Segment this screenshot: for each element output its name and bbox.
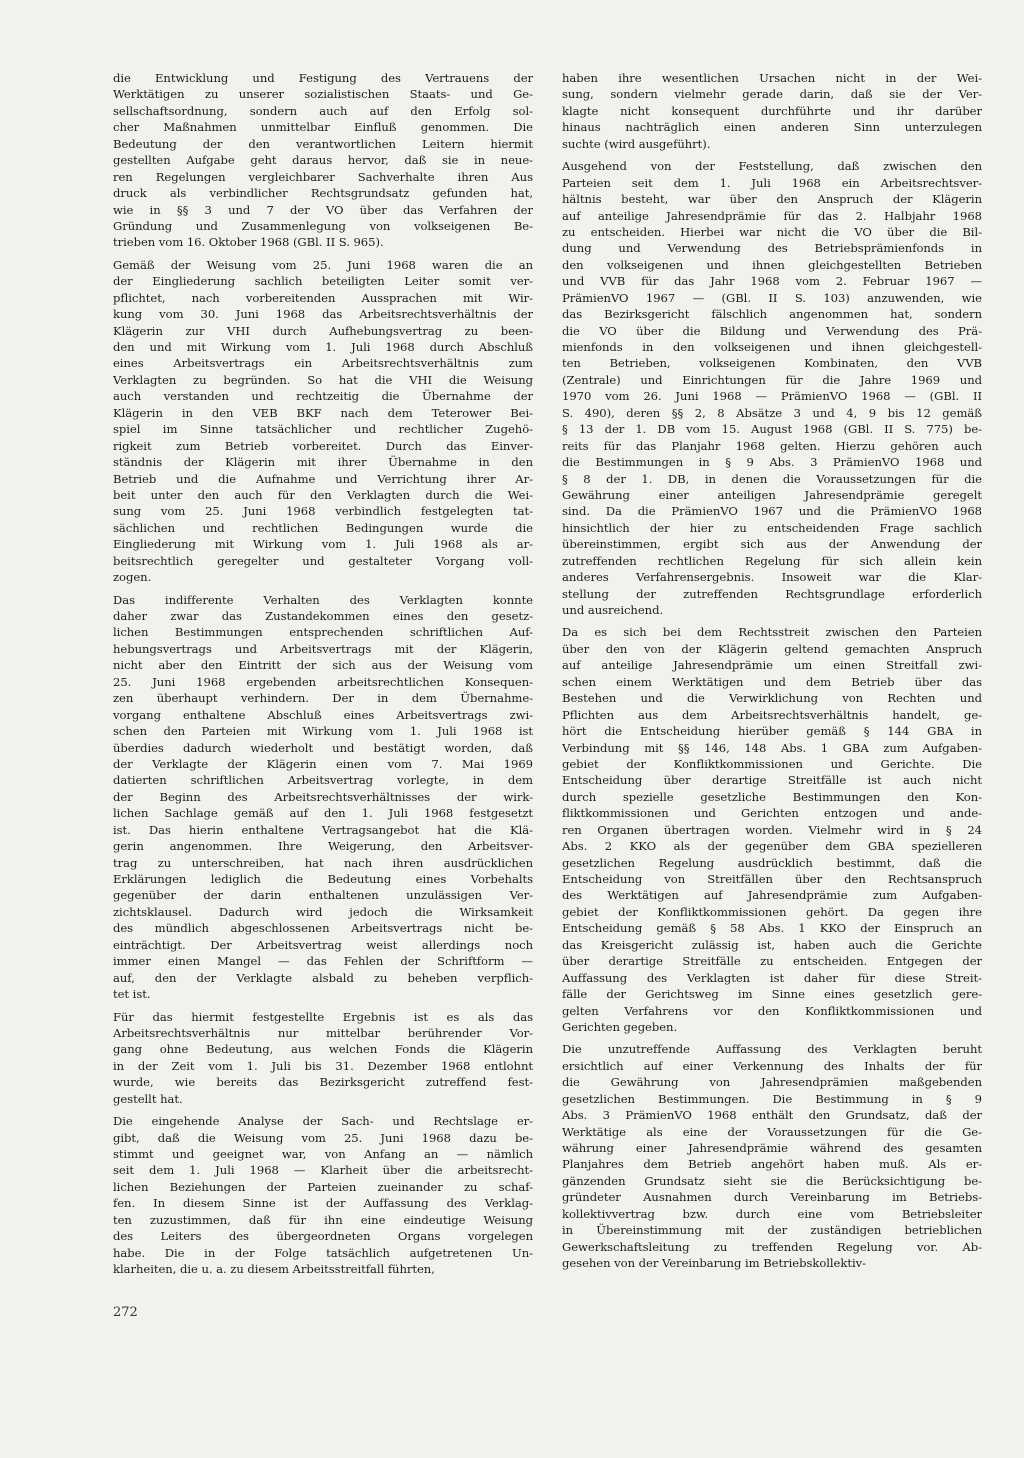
text-line: mienfonds in den volkseigenen und ihnen gleichgestell- xyxy=(562,340,982,354)
text-line: und ausreichend. xyxy=(562,603,664,617)
text-line: pflichtet, nach vorbereitenden Aussprachen mit Wir- xyxy=(113,290,533,305)
text-line: klarheiten, die u. a. zu diesem Arbeitsstreitfall führten, xyxy=(113,1262,435,1277)
text-line: ersichtlich auf einer Verkennung des Inhalts der für xyxy=(562,1058,982,1073)
paragraph xyxy=(113,70,533,251)
text-line: beit unter den auch für den Verklagten durch die Wei- xyxy=(113,487,533,502)
text-line: Ausgehend von der Feststellung, daß zwischen den xyxy=(562,159,982,174)
text-line: beitsrechtlich geregelter und gestalteter Vorgang voll- xyxy=(113,553,533,568)
text-line: Abs. 3 PrämienVO 1968 enthält den Grundsatz, daß der xyxy=(562,1108,982,1123)
paragraph xyxy=(113,1009,533,1108)
text-line: Gemäß der Weisung vom 25. Juni 1968 waren die an xyxy=(113,257,533,272)
text-line: lichen Beziehungen der Parteien zueinander zu schaf- xyxy=(113,1179,533,1194)
text-line: die Gewährung von Jahresendprämien maßgebenden xyxy=(562,1075,982,1090)
text-line: des mündlich abgeschlossenen Arbeitsvertrags nicht be- xyxy=(113,921,533,936)
text-line: Arbeitsrechtsverhältnis nur mittelbar berührender Vor- xyxy=(113,1025,533,1040)
text-line: zichtsklausel. Dadurch wird jedoch die Wirksamkeit xyxy=(113,904,533,919)
text-line: S. 490), deren §§ 2, 8 Absätze 3 und 4, 9 bis 12 gemäß xyxy=(562,405,982,420)
text-line: lichen Sachlage gemäß auf den 1. Juli 1968 festgesetzt xyxy=(113,806,533,821)
right-column xyxy=(562,70,982,1278)
text-line: trag zu unterschreiben, hat nach ihren ausdrücklichen xyxy=(113,855,533,870)
text-line: übereinstimmen, ergibt sich aus der Anwendung der xyxy=(562,537,982,552)
text-line: Gerichten gegeben. xyxy=(562,1019,678,1034)
text-line: der Verklagte der Klägerin einen vom 7. Mai 1969 xyxy=(113,756,533,771)
text-line: wurde, wie bereits das Bezirksgericht zutreffend fest- xyxy=(113,1075,533,1090)
text-line: des Werktätigen auf Jahresendprämie zum Aufgaben- xyxy=(562,888,982,903)
text-line: rigkeit zum Betrieb vorbereitet. Durch das Einver- xyxy=(113,438,533,453)
text-line: zogen. xyxy=(113,570,152,585)
text-line: reits für das Planjahr 1968 gelten. Hierzu gehören auch xyxy=(562,438,982,453)
text-line: Gründung und Zusammenlegung von volkseigenen Be- xyxy=(113,218,533,233)
text-line: in der Zeit vom 1. Juli bis 31. Dezember 1968 entlohnt xyxy=(113,1058,533,1073)
text-line: gesetzlichen Regelung ausdrücklich bestimmt, daß die xyxy=(562,855,982,870)
text-line: hinsichtlich der hier zu entscheidenden Frage sachlich xyxy=(562,520,982,535)
text-line: sellschaftsordnung, sondern auch auf den Erfolg sol- xyxy=(113,103,533,118)
text-line: in Übereinstimmung mit der zuständigen betrieblichen xyxy=(562,1223,982,1238)
text-line: ständnis der Klägerin mit ihrer Übernahme in den xyxy=(113,455,533,470)
text-line: ist. Das hierin enthaltene Vertragsangebot hat die Klä- xyxy=(113,822,533,837)
text-line: Gewährung einer anteiligen Jahresendprämie geregelt xyxy=(562,487,982,502)
text-line: gebiet der Konfliktkommissionen gehört. Da gegen ihre xyxy=(562,904,982,919)
text-line: sächlichen und rechtlichen Bedingungen wurde die xyxy=(113,520,533,535)
text-line: sung vom 25. Juni 1968 verbindlich festgelegten tat- xyxy=(113,504,533,519)
text-line: ren Regelungen vergleichbarer Sachverhalte ihren Aus xyxy=(113,169,533,184)
paragraph xyxy=(562,158,982,618)
text-line: die Bestimmungen in § 9 Abs. 3 PrämienVO 1968 und xyxy=(562,455,982,470)
text-line: Planjahres dem Betrieb angehört haben muß. Als er- xyxy=(562,1157,982,1172)
text-line: anderes Verfahrensergebnis. Insoweit war die Klar- xyxy=(562,570,982,585)
text-line: nicht aber den Eintritt der sich aus der Weisung vom xyxy=(113,658,533,673)
text-line: stellung der zutreffenden Rechtsgrundlage erforderlich xyxy=(562,586,982,601)
text-line: Auffassung des Verklagten ist daher für diese Streit- xyxy=(562,970,982,985)
page-number: 272 xyxy=(113,1305,138,1320)
text-line: druck als verbindlicher Rechtsgrundsatz gefunden hat, xyxy=(113,186,533,201)
text-line: PrämienVO 1967 — (GBl. II S. 103) anzuwenden, wie xyxy=(562,290,982,305)
text-line: Das indifferente Verhalten des Verklagten konnte xyxy=(113,592,533,607)
text-line: den und mit Wirkung vom 1. Juli 1968 durch Abschluß xyxy=(113,340,533,354)
text-line: kollektivvertrag bzw. durch eine vom Betriebsleiter xyxy=(562,1206,982,1221)
text-line: Eingliederung mit Wirkung vom 1. Juli 1968 als ar- xyxy=(113,537,533,552)
text-line: hebungsvertrags und Arbeitsvertrags mit der Klägerin, xyxy=(113,641,533,656)
text-line: auf anteilige Jahresendprämie für das 2. Halbjahr 1968 xyxy=(562,208,982,223)
text-line: zu entscheiden. Hierbei war nicht die VO über die Bil- xyxy=(562,224,982,239)
text-line: gelten Verfahrens vor den Konfliktkommissionen und xyxy=(562,1003,982,1018)
text-line: eines Arbeitsvertrags ein Arbeitsrechtsverhältnis zum xyxy=(113,356,533,371)
text-line: klagte nicht konsequent durchführte und ihr darüber xyxy=(562,103,982,118)
text-line: schen den Parteien mit Wirkung vom 1. Juli 1968 ist xyxy=(113,724,533,739)
text-line: Da es sich bei dem Rechtsstreit zwischen den Parteien xyxy=(562,625,982,640)
text-line: Entscheidung von Streitfällen über den Rechtsanspruch xyxy=(562,872,982,886)
text-line: gibt, daß die Weisung vom 25. Juni 1968 dazu be- xyxy=(113,1130,533,1145)
paragraph xyxy=(113,1113,533,1277)
text-line: gang ohne Bedeutung, aus welchen Fonds die Klägerin xyxy=(113,1042,533,1057)
text-line: haben ihre wesentlichen Ursachen nicht in der Wei- xyxy=(562,71,982,85)
text-line: die VO über die Bildung und Verwendung des Prä- xyxy=(562,323,982,338)
text-line: tet ist. xyxy=(113,987,151,1002)
text-line: der Beginn des Arbeitsrechtsverhältnisses der wirk- xyxy=(113,789,533,804)
text-line: Verbindung mit §§ 146, 148 Abs. 1 GBA zum Aufgaben- xyxy=(562,740,982,755)
text-line: gegenüber der darin enthaltenen unzulässigen Ver- xyxy=(113,888,533,903)
text-line: kung vom 30. Juni 1968 das Arbeitsrechtsverhältnis der xyxy=(113,307,533,322)
text-line: spiel im Sinne tatsächlicher und rechtlicher Zugehö- xyxy=(113,422,533,437)
text-line: seit dem 1. Juli 1968 — Klarheit über die arbeitsrecht- xyxy=(113,1163,533,1178)
text-line: gesetzlichen Bestimmungen. Die Bestimmung in § 9 xyxy=(562,1091,982,1106)
text-line: § 8 der 1. DB, in denen die Voraussetzungen für die xyxy=(562,471,982,486)
text-line: gründeter Ausnahmen durch Vereinbarung im Betriebs- xyxy=(562,1190,982,1205)
text-line: Die eingehende Analyse der Sach- und Rechtslage er- xyxy=(113,1114,533,1129)
text-line: über den von der Klägerin geltend gemachten Anspruch xyxy=(562,641,982,656)
text-line: fen. In diesem Sinne ist der Auffassung des Verklag- xyxy=(113,1196,533,1211)
text-line: immer einen Mangel — das Fehlen der Schriftform — xyxy=(113,954,533,969)
text-line: durch spezielle gesetzliche Bestimmungen den Kon- xyxy=(562,789,982,804)
text-line: fälle der Gerichtsweg im Sinne eines gesetzlich gere- xyxy=(562,987,982,1002)
text-line: sind. Da die PrämienVO 1967 und die PrämienVO 1968 xyxy=(562,504,982,519)
paragraph xyxy=(113,257,533,586)
text-line: Klägerin in den VEB BKF nach dem Teterower Bei- xyxy=(113,405,533,420)
text-line: zen überhaupt verhindern. Der in dem Übernahme- xyxy=(113,691,533,706)
text-line: auf, den der Verklagte alsbald zu beheben verpflich- xyxy=(113,970,533,985)
paragraph xyxy=(113,592,533,1003)
text-line: Erklärungen lediglich die Bedeutung eines Vorbehalts xyxy=(113,872,533,886)
text-line: 1970 vom 26. Juni 1968 — PrämienVO 1968 — (GBl. II xyxy=(562,389,982,404)
text-line: Bedeutung der den verantwortlichen Leitern hiermit xyxy=(113,136,533,151)
text-line: gesehen von der Vereinbarung im Betriebskollektiv- xyxy=(562,1256,866,1271)
text-line: Verklagten zu begründen. So hat die VHI die Weisung xyxy=(113,372,533,387)
text-line: schen einem Werktätigen und dem Betrieb über das xyxy=(562,674,982,689)
text-line: lichen Bestimmungen entsprechenden schriftlichen Auf- xyxy=(113,625,533,640)
text-line: Betrieb und die Aufnahme und Verrichtung ihrer Ar- xyxy=(113,471,533,486)
text-line: vorgang enthaltene Abschluß eines Arbeitsvertrags zwi- xyxy=(113,707,533,722)
paragraph xyxy=(562,624,982,1035)
text-line: daher zwar das Zustandekommen eines den gesetz- xyxy=(113,609,533,623)
text-line: Abs. 2 KKO als der gegenüber dem GBA spezielleren xyxy=(562,839,982,854)
text-line: gänzenden Grundsatz sieht sie die Berücksichtigung be- xyxy=(562,1173,982,1188)
text-line: das Kreisgericht zulässig ist, haben auch die Gerichte xyxy=(562,937,982,952)
text-line: cher Maßnahmen unmittelbar Einfluß genommen. Die xyxy=(113,120,533,135)
text-line: gerin angenommen. Ihre Weigerung, den Arbeitsver- xyxy=(113,839,533,854)
text-line: über derartige Streitfälle zu entscheiden. Entgegen der xyxy=(562,954,982,969)
text-line: stimmt und geeignet war, von Anfang an — nämlich xyxy=(113,1147,533,1161)
text-line: einträchtigt. Der Arbeitsvertrag weist allerdings noch xyxy=(113,937,533,952)
text-line: des Leiters des übergeordneten Organs vorgelegen xyxy=(113,1229,533,1244)
text-line: gestellt hat. xyxy=(113,1091,183,1106)
text-line: währung einer Jahresendprämie während des gesamten xyxy=(562,1141,982,1155)
paragraph xyxy=(562,1041,982,1271)
left-column xyxy=(113,70,533,1284)
text-line: Entscheidung gemäß § 58 Abs. 1 KKO der Einspruch an xyxy=(562,921,982,936)
text-line: zutreffenden rechtlichen Regelung für sich allein kein xyxy=(562,553,982,568)
text-line: gestellten Aufgabe geht daraus hervor, daß sie in neue- xyxy=(113,153,533,168)
text-line: Die unzutreffende Auffassung des Verklagten beruht xyxy=(562,1042,982,1057)
text-line: Pflichten aus dem Arbeitsrechtsverhältnis handelt, ge- xyxy=(562,707,982,722)
text-line: überdies dadurch wiederholt und bestätigt worden, daß xyxy=(113,740,533,755)
text-line: § 13 der 1. DB vom 15. August 1968 (GBl. II S. 775) be- xyxy=(562,422,982,437)
text-line: ten Betrieben, volkseigenen Kombinaten, den VVB xyxy=(562,356,982,371)
text-line: Klägerin zur VHI durch Aufhebungsvertrag zu been- xyxy=(113,323,533,338)
text-line: der Eingliederung sachlich beteiligten Leiter somit ver- xyxy=(113,274,533,289)
text-line: 25. Juni 1968 ergebenden arbeitsrechtlichen Konsequen- xyxy=(113,674,533,689)
text-line: die Entwicklung und Festigung des Vertrauens der xyxy=(113,71,533,85)
text-line: gebiet der Konfliktkommissionen und Gerichte. Die xyxy=(562,756,982,771)
text-line: ren Organen übertragen worden. Vielmehr wird in § 24 xyxy=(562,822,982,837)
text-line: Entscheidung über derartige Streitfälle ist auch nicht xyxy=(562,773,982,788)
text-line: suchte (wird ausgeführt). xyxy=(562,136,711,151)
text-line: wie in §§ 3 und 7 der VO über das Verfahren der xyxy=(113,202,533,217)
text-line: auch verstanden und rechtzeitig die Übernahme der xyxy=(113,389,533,404)
text-line: hört die Entscheidung hierüber gemäß § 144 GBA in xyxy=(562,724,982,739)
text-line: Werktätigen zu unserer sozialistischen Staats- und Ge- xyxy=(113,87,533,102)
text-line: auf anteilige Jahresendprämie um einen Streitfall zwi- xyxy=(562,658,982,673)
text-line: und VVB für das Jahr 1968 vom 2. Februar 1967 — xyxy=(562,274,982,289)
text-line: trieben vom 16. Oktober 1968 (GBl. II S. 965). xyxy=(113,235,384,250)
text-line: hältnis besteht, war über den Anspruch der Klägerin xyxy=(562,192,982,207)
text-line: dung und Verwendung des Betriebsprämienfonds in xyxy=(562,241,982,256)
text-line: sung, sondern vielmehr gerade darin, daß sie der Ver- xyxy=(562,87,982,102)
text-line: Bestehen und die Verwirklichung von Rechten und xyxy=(562,691,982,706)
text-line: (Zentrale) und Einrichtungen für die Jahre 1969 und xyxy=(562,372,982,387)
text-line: hinaus nachträglich einen anderen Sinn unterzulegen xyxy=(562,120,982,135)
text-line: fliktkommissionen und Gerichten entzogen und ande- xyxy=(562,806,982,821)
text-line: Für das hiermit festgestellte Ergebnis ist es als das xyxy=(113,1009,533,1024)
text-line: das Bezirksgericht fälschlich angenommen hat, sondern xyxy=(562,307,982,322)
text-line: datierten schriftlichen Arbeitsvertrag vorlegte, in dem xyxy=(113,773,533,788)
text-line: den volkseigenen und ihnen gleichgestellten Betrieben xyxy=(562,257,982,272)
text-line: habe. Die in der Folge tatsächlich aufgetretenen Un- xyxy=(113,1245,533,1260)
text-line: Gewerkschaftsleitung zu treffenden Regelung vor. Ab- xyxy=(562,1239,982,1254)
text-line: Parteien seit dem 1. Juli 1968 ein Arbeitsrechtsver- xyxy=(562,175,982,190)
text-line: ten zuzustimmen, daß für ihn eine eindeutige Weisung xyxy=(113,1212,533,1227)
text-line: Werktätige als eine der Voraussetzungen für die Ge- xyxy=(562,1124,982,1139)
paragraph xyxy=(562,70,982,152)
